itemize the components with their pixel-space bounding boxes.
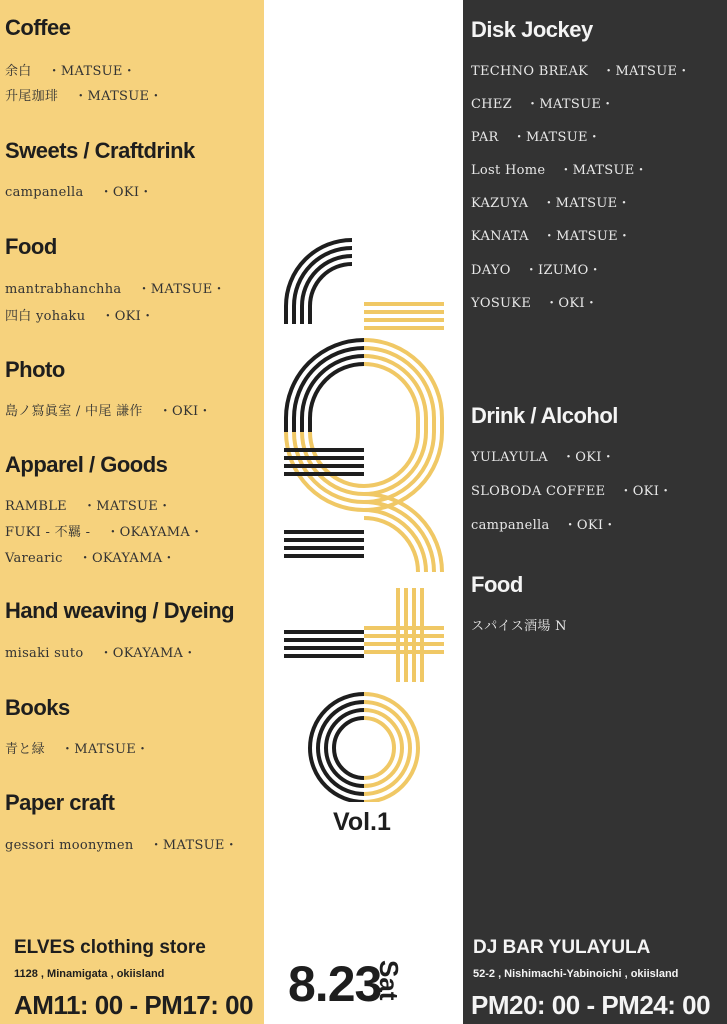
- section-heading: Coffee: [5, 15, 71, 40]
- list-item: TECHNO BREAK ・MATSUE・: [471, 64, 691, 79]
- list-item: 青と緑 ・MATSUE・: [5, 742, 150, 757]
- section-heading: Apparel / Goods: [5, 452, 168, 477]
- list-item: Varearic ・OKAYAMA・: [5, 551, 176, 566]
- list-item: YOSUKE ・OKI・: [471, 296, 599, 311]
- venue-name: DJ BAR YULAYULA: [473, 937, 651, 958]
- right-panel: [463, 0, 727, 1024]
- list-item: 余白 ・MATSUE・: [5, 64, 137, 79]
- venue-hours: PM20: 00 - PM24: 00: [471, 990, 711, 1020]
- list-item: campanella ・OKI・: [5, 185, 153, 200]
- list-item: RAMBLE ・MATSUE・: [5, 499, 172, 514]
- list-item: SLOBODA COFFEE ・OKI・: [471, 484, 673, 499]
- section-heading: Disk Jockey: [471, 17, 593, 42]
- list-item: FUKI - 不羈 - ・OKAYAMA・: [5, 525, 204, 540]
- venue-address: 52-2 , Nishimachi-Yabinoichi , okiisland: [473, 968, 679, 980]
- event-volume: Vol.1: [333, 808, 391, 836]
- venue-hours: AM11: 00 - PM17: 00: [14, 990, 254, 1020]
- list-item: mantrabhanchha ・MATSUE・: [5, 282, 226, 297]
- section-heading: Paper craft: [5, 790, 115, 815]
- list-item: 四白 yohaku ・OKI・: [5, 309, 155, 324]
- list-item: campanella ・OKI・: [471, 518, 617, 533]
- list-item: Lost Home ・MATSUE・: [471, 163, 648, 178]
- list-item: 升尾珈琲 ・MATSUE・: [5, 89, 163, 104]
- list-item: YULAYULA ・OKI・: [471, 450, 616, 465]
- list-item: 島ノ寫眞室 / 中尾 謙作 ・OKI・: [5, 404, 212, 419]
- list-item: KANATA ・MATSUE・: [471, 229, 632, 244]
- section-heading: Food: [471, 572, 523, 597]
- list-item: スパイス酒場 N: [471, 619, 567, 634]
- list-item: PAR ・MATSUE・: [471, 130, 602, 145]
- list-item: gessori moonymen ・MATSUE・: [5, 838, 239, 853]
- list-item: misaki suto ・OKAYAMA・: [5, 646, 197, 661]
- section-heading: Books: [5, 695, 70, 720]
- section-heading: Photo: [5, 357, 65, 382]
- section-heading: Sweets / Craftdrink: [5, 138, 195, 163]
- section-heading: Food: [5, 234, 57, 259]
- section-heading: Hand weaving / Dyeing: [5, 598, 235, 623]
- list-item: CHEZ ・MATSUE・: [471, 97, 615, 112]
- venue-address: 1128 , Minamigata , okiisland: [14, 968, 165, 980]
- event-logo: [278, 232, 450, 802]
- list-item: KAZUYA ・MATSUE・: [471, 196, 631, 211]
- left-panel: [0, 0, 264, 1024]
- section-heading: Drink / Alcohol: [471, 403, 618, 428]
- list-item: DAYO ・IZUMO・: [471, 263, 602, 278]
- event-day: Sat: [374, 960, 404, 1001]
- event-date: 8.23: [288, 956, 382, 1012]
- venue-name: ELVES clothing store: [14, 937, 206, 958]
